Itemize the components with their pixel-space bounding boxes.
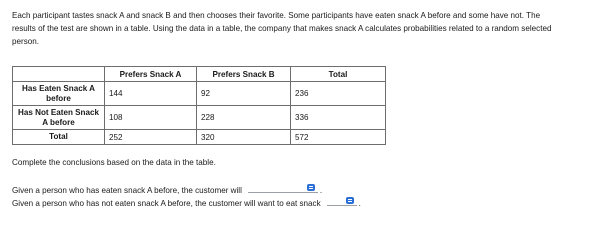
table-row (13, 106, 386, 130)
dropdown-icon[interactable] (307, 184, 315, 191)
question-1 (12, 183, 322, 195)
table-cell: 572 (291, 130, 386, 145)
table-header-prefers-a: Prefers Snack A (105, 67, 197, 82)
two-way-table (12, 66, 386, 145)
problem-line-3: person. (12, 37, 39, 46)
instruction-text: Complete the conclusions based on the data in the table. (12, 158, 216, 167)
dropdown-icon[interactable] (346, 197, 354, 204)
question-1-text: Given a person who has eaten snack A before, the customer will (12, 186, 242, 195)
problem-statement (12, 9, 598, 48)
row-label-not-eaten: Has Not Eaten Snack A before (13, 106, 105, 130)
table-header-corner (13, 67, 105, 82)
table-header-prefers-b: Prefers Snack B (197, 67, 291, 82)
table-cell: 252 (105, 130, 197, 145)
answer-dropdown-2[interactable] (327, 196, 357, 206)
row-label-total: Total (13, 130, 105, 145)
table-cell: 236 (291, 82, 386, 106)
period: . (358, 199, 361, 208)
table-cell: 144 (105, 82, 197, 106)
question-2 (12, 196, 361, 208)
period: . (319, 186, 323, 195)
problem-line-2: results of the test are shown in a table. Using the data in a table, the company that makes snack A calculates probabilities related to a random selected (12, 24, 552, 33)
answer-dropdown-1[interactable] (248, 183, 318, 193)
table-cell: 92 (197, 82, 291, 106)
table-cell: 320 (197, 130, 291, 145)
table-cell: 228 (197, 106, 291, 130)
table-header-total: Total (291, 67, 386, 82)
table-row (13, 82, 386, 106)
table-header-row (13, 67, 386, 82)
question-2-text: Given a person who has not eaten snack A before, the customer will want to eat snack (12, 199, 321, 208)
row-label-eaten: Has Eaten Snack A before (13, 82, 105, 106)
table-cell: 336 (291, 106, 386, 130)
table-cell: 108 (105, 106, 197, 130)
table-row (13, 130, 386, 145)
problem-line-1: Each participant tastes snack A and snack B and then chooses their favorite. Some participants have eaten snack A before and some have not. The (12, 11, 541, 20)
